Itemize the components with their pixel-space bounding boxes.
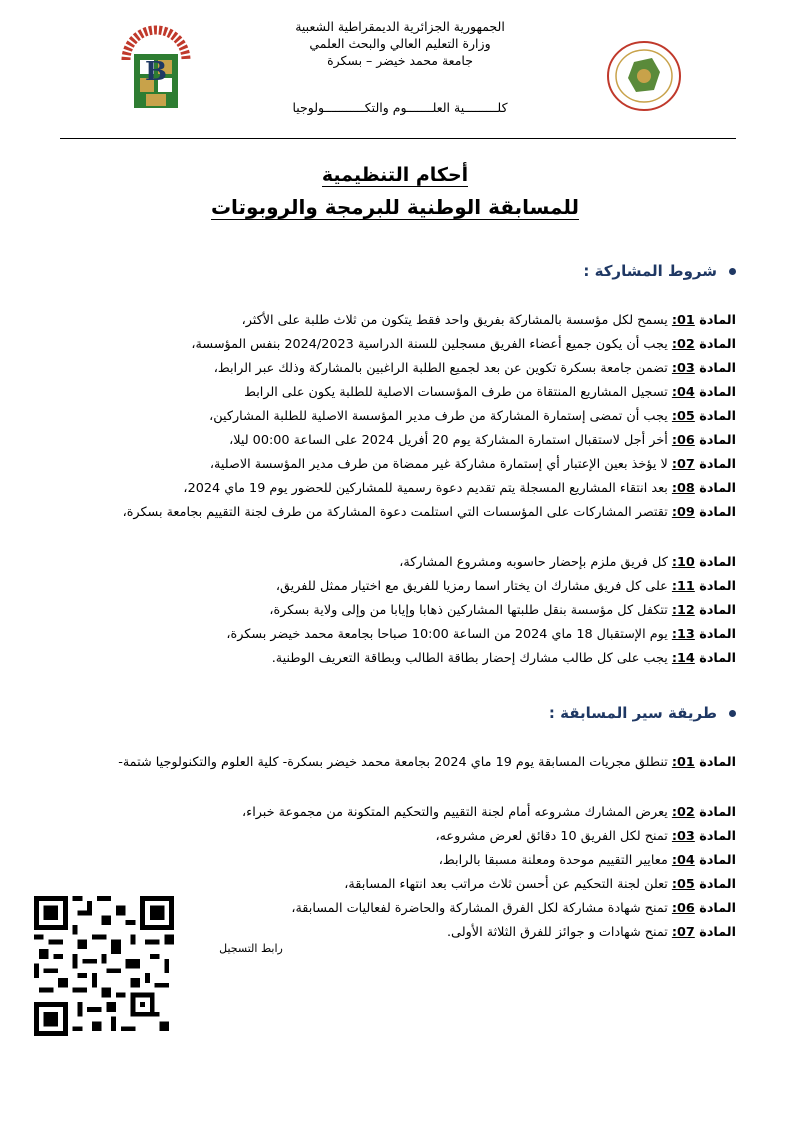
procedure-article: المادة 07: تمنح شهادات و جوائز للفرق الثلاثة الأولى. (446, 925, 736, 940)
participation-article: المادة 04: تسجيل المشاريع المنتقاة من طرف المؤسسات الاصلية للطلبة يكون على الرابط (244, 385, 736, 400)
header-republic: الجمهورية الجزائرية الديمقراطية الشعبية (295, 19, 505, 34)
procedure-article: المادة 05: تعلن لجنة التحكيم عن أحسن ثلاث مراتب بعد انتهاء المسابقة، (344, 877, 736, 892)
header-university: جامعة محمد خيضر – بسكرة (327, 53, 473, 68)
procedure-article: المادة 06: تمنح شهادة مشاركة لكل الفرق المشاركة والحاضرة لفعاليات المسابقة، (291, 901, 736, 916)
header-faculty: كلـــــــــية العلـــــــوم والتكـــــــــــولوجيا (292, 100, 508, 115)
section-heading-procedure: طريقة سير المسابقة : (549, 704, 736, 722)
university-logo (120, 20, 192, 112)
participation-article: المادة 12: تتكفل كل مؤسسة بنقل طلبتها المشاركين ذهابا وإيابا من وإلى ولاية بسكرة، (269, 603, 736, 618)
procedure-article: المادة 03: تمنح لكل الفريق 10 دقائق لعرض مشروعه، (435, 829, 736, 844)
qr-caption: رابط التسجيل (219, 942, 283, 955)
procedure-article: المادة 02: يعرض المشارك مشروعه أمام لجنة التقييم والتحكيم المتكونة من مجموعة خبراء، (242, 805, 736, 820)
document-title-1: أحكام التنظيمية (321, 164, 469, 186)
section-heading-participation: شروط المشاركة : (583, 262, 736, 280)
document-title-2: للمسابقة الوطنية للبرمجة والروبوتات (210, 195, 580, 219)
procedure-article: المادة 01: تنطلق مجريات المسابقة يوم 19 ماي 2024 بجامعة محمد خيضر بسكرة- كلية العلوم والتكنولوجيا شتمة- (118, 755, 736, 770)
bullet-icon (729, 268, 736, 275)
header-divider (60, 138, 736, 139)
participation-article: المادة 14: يجب على كل طالب مشارك إحضار بطاقة الطالب وبطاقة التعريف الوطنية. (271, 651, 736, 666)
participation-article: المادة 03: تضمن جامعة بسكرة تكوين عن بعد لجميع الطلبة الراغبين بالمشاركة وذلك عبر الرابط، (213, 361, 736, 376)
registration-qr-code[interactable] (34, 896, 174, 1036)
header-block (250, 18, 550, 69)
participation-article: المادة 06: أخر أجل لاستقبال استمارة المشاركة يوم 20 أفريل 2024 على الساعة 00:00 ليلا، (229, 433, 736, 448)
svg-text:B: B (145, 57, 167, 87)
participation-article: المادة 05: يجب أن تمضى إستمارة المشاركة من طرف مدير المؤسسة الاصلية للطلبة المشاركين، (209, 409, 736, 424)
header-ministry: وزارة التعليم العالي والبحث العلمي (309, 36, 491, 51)
participation-article: المادة 01: يسمح لكل مؤسسة بالمشاركة بفريق واحد فقط يتكون من ثلاث طلبة على الأكثر، (241, 313, 736, 328)
participation-article: المادة 09: تقتصر المشاركات على المؤسسات التي استلمت دعوة المشاركة من طرف لجنة التقييم بجامعة بسكرة، (122, 505, 736, 520)
participation-article: المادة 02: يجب أن يكون جميع أعضاء الفريق مسجلين للسنة الدراسية 2024/2023 بنفس المؤسسة، (191, 337, 736, 352)
participation-article: المادة 08: بعد انتقاء المشاريع المسجلة يتم تقديم دعوة رسمية للمشاركين للحضور يوم 19 ماي 2024، (183, 481, 736, 496)
bullet-icon (729, 710, 736, 717)
procedure-article: المادة 04: معايير التقييم موحدة ومعلنة مسبقا بالرابط، (438, 853, 736, 868)
participation-article: المادة 11: على كل فريق مشارك ان يختار اسما رمزيا للفريق مع اختيار ممثل للفريق، (275, 579, 736, 594)
faculty-seal-logo (604, 38, 684, 114)
participation-article: المادة 07: لا يؤخذ بعين الإعتبار أي إستمارة مشاركة غير ممضاة من طرف مدير المؤسسة الاصلية، (209, 457, 736, 472)
participation-article: المادة 13: يوم الإستقبال 18 ماي 2024 من الساعة 10:00 صباحا بجامعة محمد خيضر بسكرة، (226, 627, 736, 642)
participation-article: المادة 10: كل فريق ملزم بإحضار حاسوبه ومشروع المشاركة، (399, 555, 736, 570)
